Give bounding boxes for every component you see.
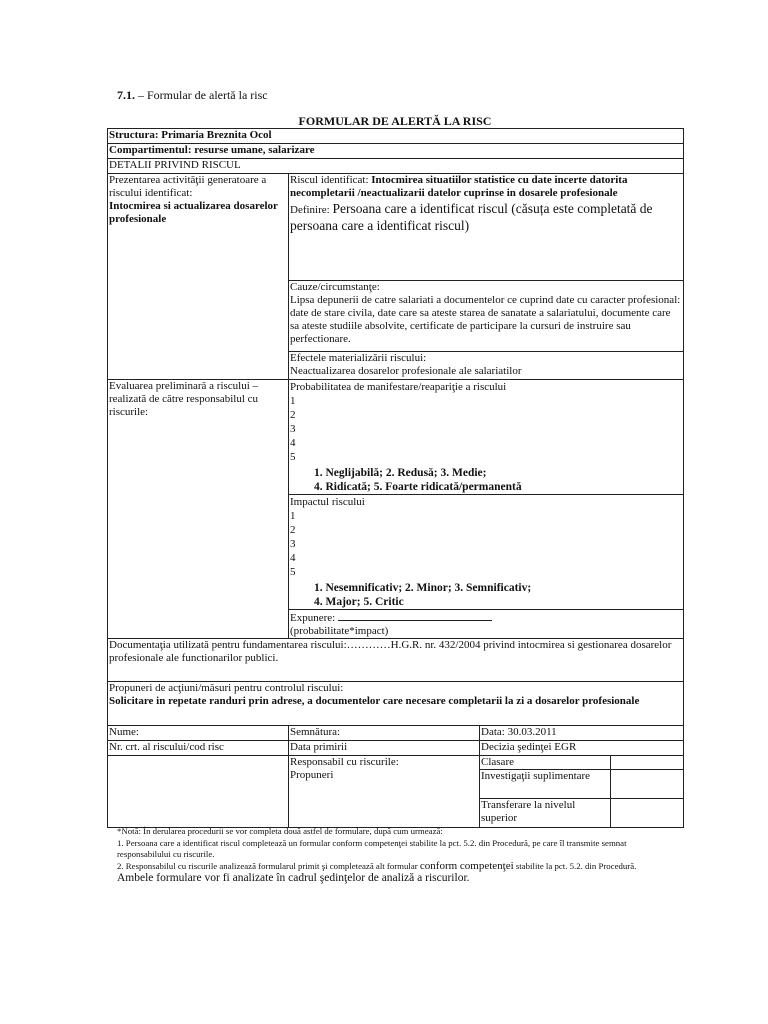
impact-label: Impactul riscului — [290, 496, 365, 508]
risc-cell — [289, 174, 684, 281]
documentatie-cell: Documentaţia utilizată pentru fundamentarea riscului:…………H.G.R. nr. 432/2004 privind intocmirea si gestionarea dosarelor profesionale ale functionarilor publici. — [108, 639, 684, 682]
probabilitate-label: Probabilitatea de manifestare/reapariţie a riscului — [290, 381, 507, 393]
propuneri-label: Propuneri de acţiuni/măsuri pentru controlul riscului: — [109, 682, 344, 694]
structura-row: Structura: Primaria Breznita Ocol — [108, 129, 684, 144]
decizia-cell: Decizia şedinţei EGR — [480, 741, 684, 756]
semnatura-cell: Semnătura: — [289, 726, 480, 741]
impact-legend-1: 1. Nesemnificativ; 2. Minor; 3. Semnificativ; — [314, 582, 532, 594]
compartiment-row: Compartimentul: resurse umane, salarizare — [108, 144, 684, 159]
detalii-row: DETALII PRIVIND RISCUL — [108, 159, 684, 174]
prezentare-value: Intocmirea si actualizarea dosarelor profesionale — [109, 200, 278, 225]
investigatii-cell: Investigaţii suplimentare — [480, 770, 611, 799]
prezentare-label: Prezentarea activităţii generatoare a riscului identificat: — [109, 174, 267, 199]
form-title: FORMULAR DE ALERTĂ LA RISC — [298, 114, 492, 128]
impact-level: 4 — [290, 552, 296, 564]
nr-crt-cell: Nr. crt. al riscului/cod risc — [108, 741, 289, 756]
probabilitate-cell — [289, 380, 684, 495]
risc-value: Intocmirea situatiilor statistice cu date incerte datorita necompletarii /neactualizarii datelor cuprinse in dosarele profesionale — [290, 174, 628, 199]
efecte-value: Neactualizarea dosarelor profesionale ale salariatilor — [290, 365, 522, 377]
note-2 — [117, 861, 677, 873]
data-primirii-cell: Data primirii — [289, 741, 480, 756]
probabilitate-legend-2: 4. Ridicată; 5. Foarte ridicată/permanentă — [314, 481, 522, 493]
prob-level: 1 — [290, 395, 296, 407]
note-header: *Notă: În derularea procedurii se vor completa două astfel de formulare, după cum urmează: — [117, 826, 443, 836]
note-2-part-a: 2. Responsabilul cu riscurile analizează formularul primit şi completează alt formular — [117, 860, 420, 871]
impact-level: 1 — [290, 510, 296, 522]
prezentare-cell — [108, 174, 289, 380]
expunere-cell — [289, 610, 684, 639]
risk-alert-form — [107, 128, 684, 828]
responsabil-cell — [289, 756, 480, 828]
note-3: Ambele formulare vor fi analizate în cadrul şedinţelor de analiză a riscurilor. — [117, 872, 470, 884]
impact-level: 2 — [290, 524, 296, 536]
impact-cell — [289, 495, 684, 610]
section-number: 7.1. — [117, 88, 135, 102]
propuneri-value: Solicitare in repetate randuri prin adrese, a documentelor care necesare completarii la zi a dosarelor profesionale — [109, 695, 640, 707]
transferare-cell: Transferare la nivelul superior — [480, 799, 611, 828]
propuneri-short: Propuneri — [290, 769, 334, 781]
section-title: – Formular de alertă la risc — [135, 88, 268, 102]
prob-level: 3 — [290, 423, 296, 435]
clasare-box[interactable] — [611, 756, 684, 770]
probabilitate-legend-1: 1. Neglijabilă; 2. Redusă; 3. Medie; — [314, 467, 487, 479]
impact-level: 5 — [290, 566, 296, 578]
prob-level: 4 — [290, 437, 296, 449]
cauze-cell — [289, 281, 684, 352]
footnotes — [117, 826, 677, 885]
note-2-part-c: stabilite la pct. 5.2. din Procedură. — [513, 860, 637, 871]
cauze-label: Cauze/circumstanţe: — [290, 281, 380, 293]
impact-legend-2: 4. Major; 5. Critic — [314, 596, 404, 608]
expunere-formula: (probabilitate*impact) — [290, 625, 389, 637]
responsabil-label: Responsabil cu riscurile: — [290, 756, 399, 768]
definire-value: Persoana care a identificat riscul (căsuța este completată de persoana care a identificat riscul) — [290, 201, 653, 233]
note-2-part-b: conform competenţei — [419, 859, 514, 872]
nume-cell: Nume: — [108, 726, 289, 741]
efecte-cell — [289, 352, 684, 380]
risc-label: Riscul identificat: — [290, 174, 372, 186]
propuneri-cell — [108, 682, 684, 726]
investigatii-box[interactable] — [611, 770, 684, 799]
expunere-blank[interactable] — [338, 610, 492, 621]
evaluare-cell: Evaluarea preliminară a riscului – realizată de către responsabilul cu riscurile: — [108, 380, 289, 639]
transferare-box[interactable] — [611, 799, 684, 828]
cauze-value: Lipsa depunerii de catre salariati a documentelor ce cuprind date cu caracter profesional: date de stare civila, date care sa ateste starea de sanatate a salariatului, documente care sa ateste studiile absolvite, certificate de participare la cursuri de instruire sau perfectionare. — [290, 294, 681, 345]
prob-level: 2 — [290, 409, 296, 421]
prob-level: 5 — [290, 451, 296, 463]
impact-level: 3 — [290, 538, 296, 550]
efecte-label: Efectele materializării riscului: — [290, 352, 427, 364]
clasare-cell: Clasare — [480, 756, 611, 770]
expunere-label: Expunere: — [290, 612, 338, 624]
note-1: 1. Persoana care a identificat riscul completează un formular conform competenţei stabilite la pct. 5.2. din Procedură, pe care îl transmite semnat responsabilului cu riscurile. — [117, 837, 627, 859]
data-cell: Data: 30.03.2011 — [480, 726, 684, 741]
blank-cell — [108, 756, 289, 828]
section-heading — [117, 88, 268, 103]
definire-label: Definire: — [290, 204, 333, 216]
